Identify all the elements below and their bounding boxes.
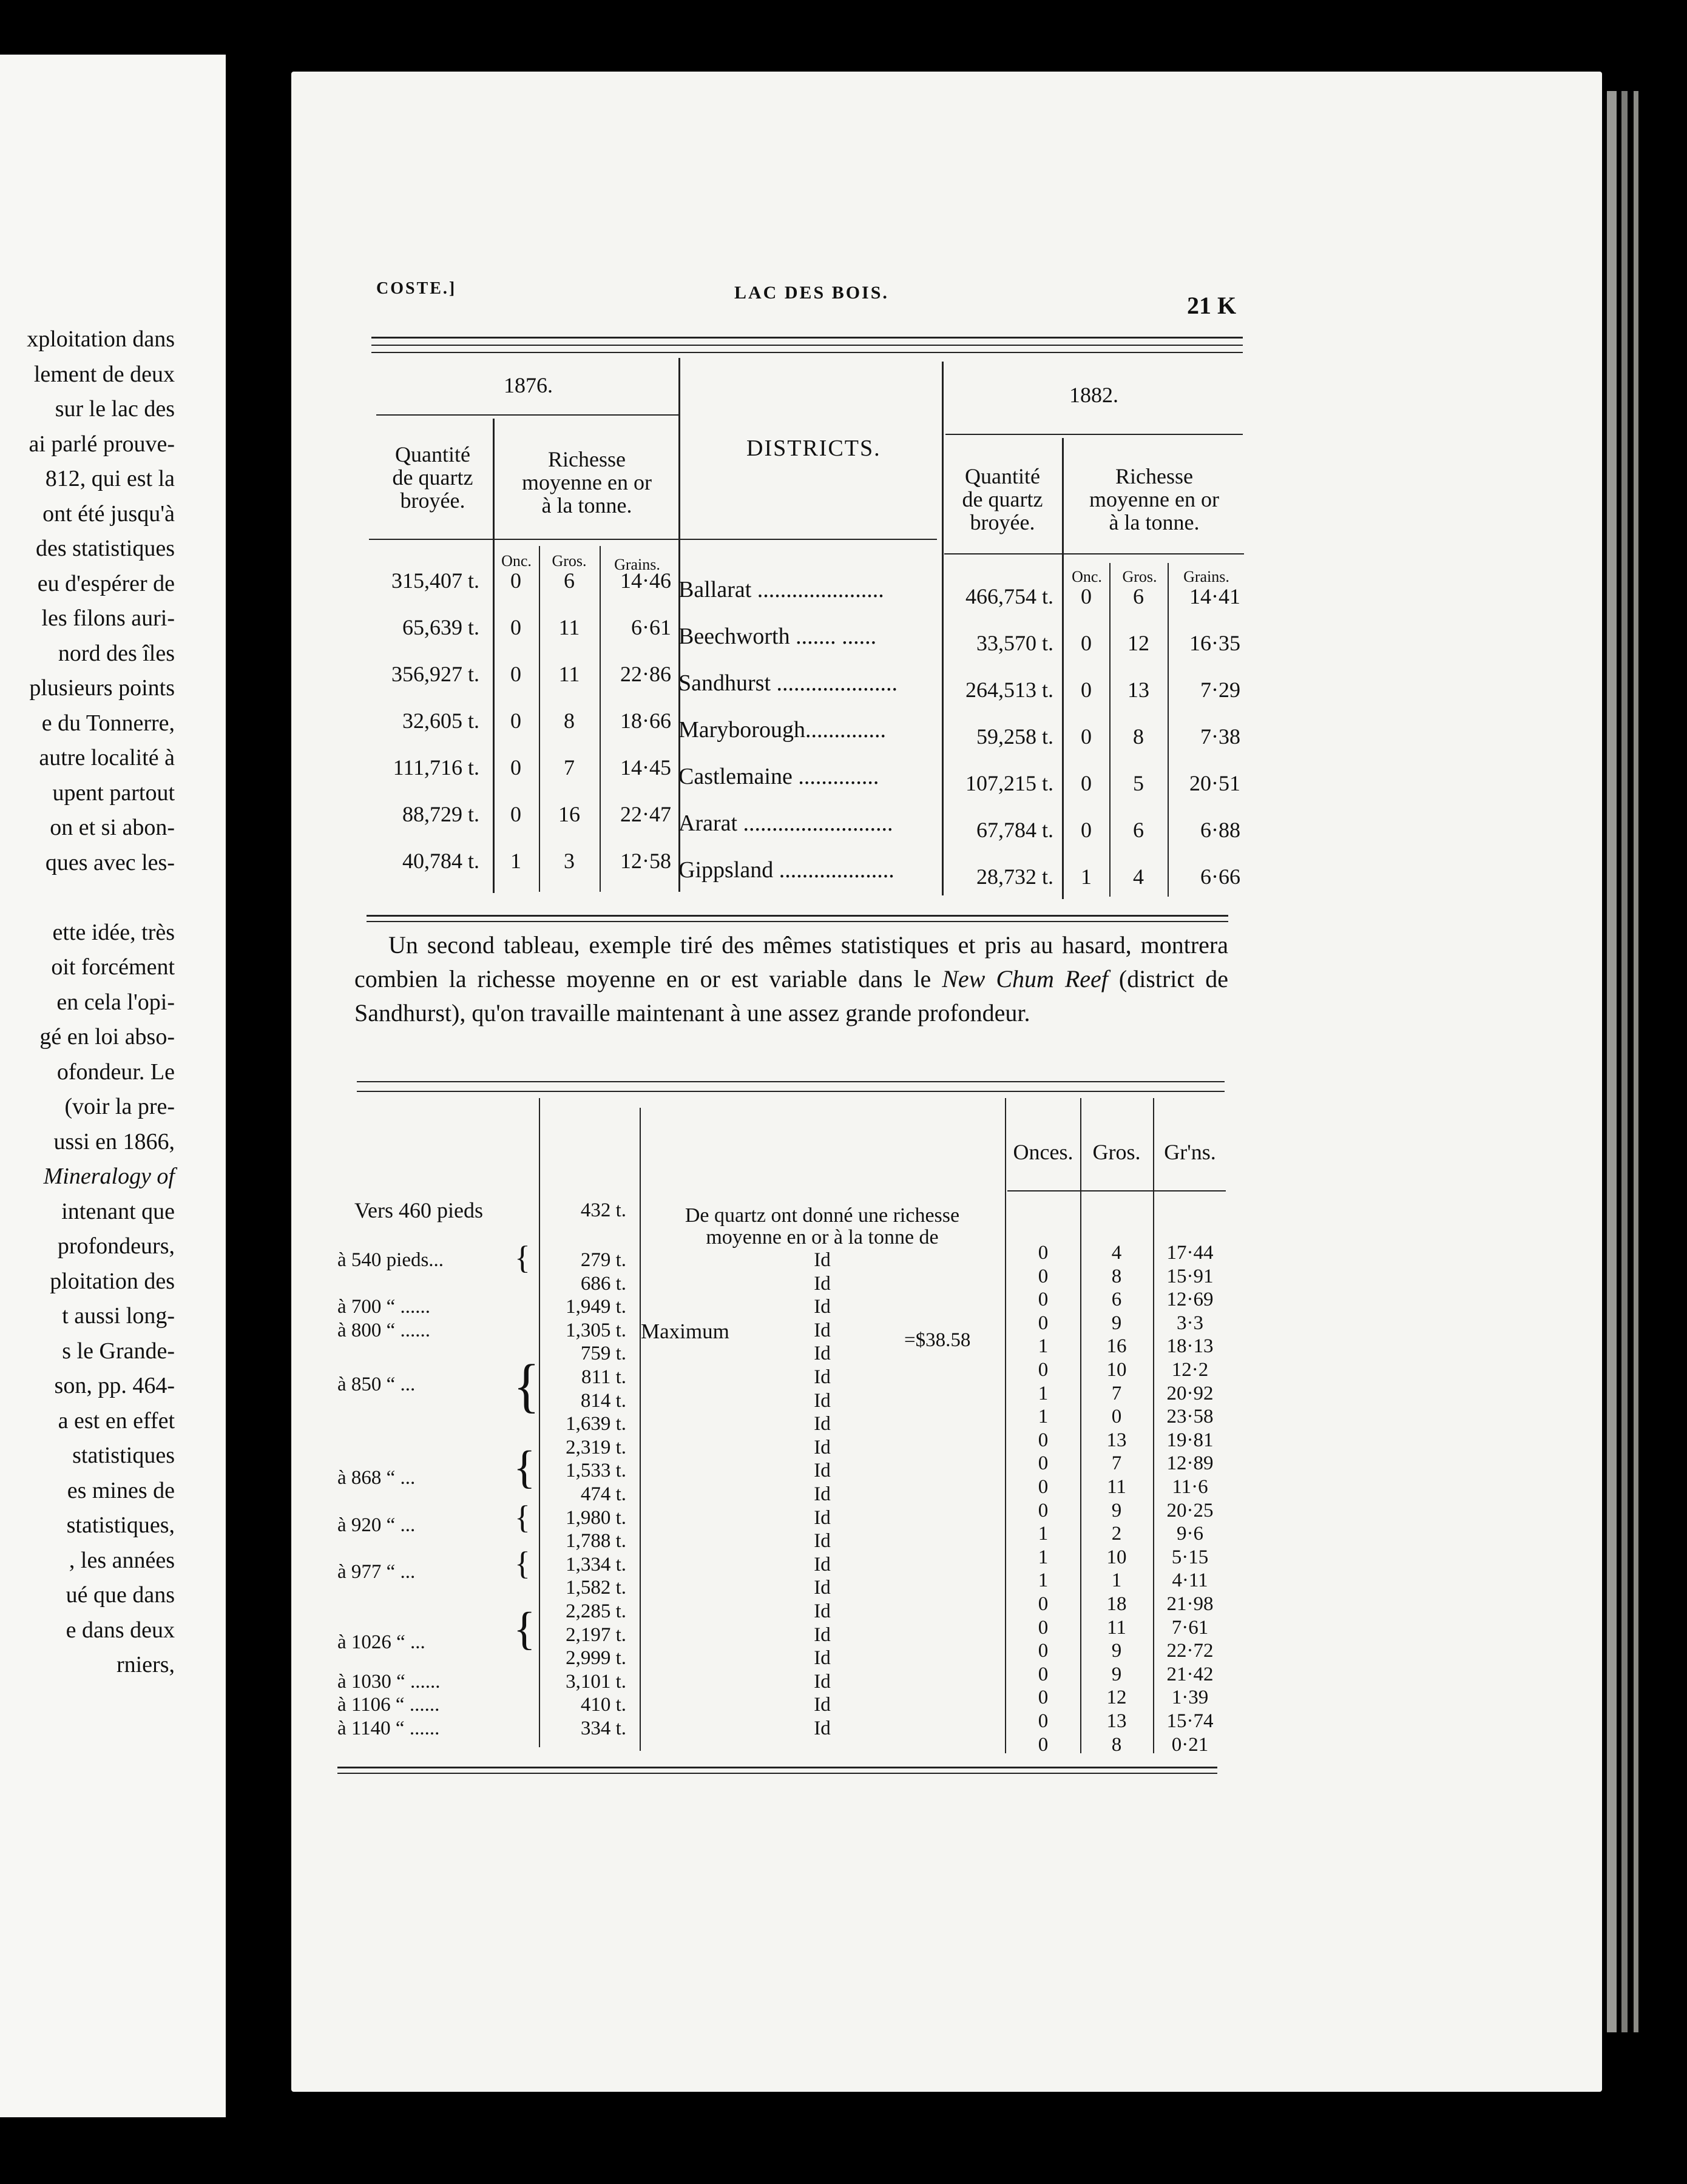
page-edge — [1634, 91, 1638, 2032]
header-line: Richesse — [1115, 464, 1193, 488]
table2-cell-o: 1 — [1038, 1406, 1049, 1428]
table1-cell-gr82: 6·66 — [1200, 864, 1240, 889]
table2-cell-gr: 9·6 — [1177, 1523, 1203, 1545]
table2-cell-o: 0 — [1038, 1640, 1049, 1662]
table2-cell-o: 0 — [1038, 1710, 1049, 1732]
left-page-line: e dans deux — [66, 1617, 175, 1643]
header-line: broyée. — [970, 510, 1035, 534]
table2-cell-gr: 12·69 — [1166, 1289, 1214, 1311]
depth-label: à 700 “ ...... — [337, 1296, 431, 1318]
table2-cell-t: 1,582 t. — [566, 1577, 626, 1599]
table1-top-rule — [371, 337, 1243, 339]
table2-cell-o: 0 — [1038, 1476, 1049, 1498]
table2-cell-t: 1,980 t. — [566, 1506, 626, 1529]
table1-cell-district: Gippsland .................... — [678, 857, 894, 883]
table2-top-rule — [357, 1081, 1225, 1082]
brace: { — [513, 1353, 540, 1419]
left-page-line: profondeurs, — [57, 1233, 175, 1259]
left-page-line: oit forcément — [51, 954, 175, 980]
table1-cell-q76: 111,716 t. — [393, 755, 479, 780]
table1-cell-district: Sandhurst ..................... — [678, 670, 898, 696]
table1-cell-o76: 0 — [510, 709, 521, 733]
table2-cell-g: 9 — [1111, 1499, 1122, 1522]
depth-label: à 1030 “ ...... — [337, 1670, 441, 1693]
table2-cell-g: 11 — [1107, 1476, 1126, 1498]
table1-cell-gr76: 22·86 — [620, 662, 671, 686]
left-page-line: rniers, — [116, 1652, 175, 1677]
description-line: De quartz ont donné une richesse — [685, 1204, 960, 1227]
table2-cell-d: Id — [814, 1389, 831, 1412]
table1-cell-g82: 8 — [1133, 724, 1144, 749]
table2-cell-d: Id — [814, 1296, 831, 1318]
table1-cell-gr82: 6·88 — [1200, 818, 1240, 842]
table2-cell-d: Id — [814, 1600, 831, 1622]
first-depth: Vers 460 pieds — [354, 1198, 483, 1222]
depth-label: à 800 “ ...... — [337, 1319, 431, 1341]
maximum-label: Maximum — [641, 1320, 729, 1343]
table2-cell-g: 11 — [1107, 1616, 1126, 1639]
left-page-line: a est en effet — [58, 1407, 175, 1434]
table2-cell-gr: 3·3 — [1177, 1312, 1203, 1334]
table2-cell-o: 0 — [1038, 1733, 1049, 1756]
table1-cell-district: Ararat .......................... — [678, 811, 893, 836]
table1-cell-g82: 12 — [1127, 631, 1149, 655]
table1-cell-district: Ballarat ...................... — [678, 577, 884, 602]
table1-cell-district: Beechworth ....... ...... — [678, 624, 877, 649]
table1-cell-district: Castlemaine .............. — [678, 764, 879, 789]
rule — [944, 553, 1244, 554]
header-line: Quantité — [965, 464, 1040, 488]
depth-label: à 1026 “ ... — [337, 1631, 425, 1653]
brace: { — [513, 1442, 536, 1493]
page-edge — [1621, 91, 1628, 2032]
table2-cell-t: 3,101 t. — [566, 1670, 626, 1693]
table2-cell-d: Id — [814, 1366, 831, 1388]
table2-cell-t: 1,533 t. — [566, 1460, 626, 1482]
header-line: de quartz — [392, 465, 473, 490]
table2-cell-d: Id — [814, 1249, 831, 1271]
depth-label: à 868 “ ... — [337, 1467, 416, 1489]
left-page-line: t aussi long- — [62, 1303, 175, 1329]
brace: { — [513, 1603, 536, 1654]
table1-cell-gr76: 18·66 — [620, 709, 671, 733]
left-page-line: ques avec les- — [45, 849, 175, 875]
table2-cell-o: 1 — [1038, 1569, 1049, 1592]
left-page-line: ofondeur. Le — [56, 1059, 175, 1085]
table2-cell-d: Id — [814, 1553, 831, 1576]
table2-cell-o: 0 — [1038, 1359, 1049, 1381]
left-page-line: ué que dans — [66, 1582, 175, 1608]
table2-cell-d: Id — [814, 1460, 831, 1482]
table1-cell-o82: 0 — [1081, 584, 1092, 608]
header-line: de quartz — [962, 487, 1043, 511]
table2-cell-g: 10 — [1106, 1359, 1127, 1381]
running-head-title: LAC DES BOIS. — [734, 283, 889, 303]
table2-cell-g: 13 — [1106, 1710, 1127, 1732]
depth-label: à 540 pieds... — [337, 1249, 444, 1271]
depth-label: à 1106 “ ...... — [337, 1694, 440, 1716]
header-line: Richesse — [548, 447, 626, 471]
table2-cell-gr: 23·58 — [1166, 1406, 1214, 1428]
table2-cell-gr: 12·2 — [1171, 1359, 1209, 1381]
table2-cell-gr: 5·15 — [1171, 1546, 1209, 1568]
table2-cell-o: 0 — [1038, 1499, 1049, 1522]
left-page-line: lement de deux — [33, 361, 175, 387]
table2-cell-d: Id — [814, 1694, 831, 1716]
left-page-line: son, pp. 464- — [54, 1373, 175, 1398]
left-page-line: des statistiques — [35, 536, 175, 561]
table2-cell-gr: 21·98 — [1166, 1593, 1214, 1615]
table2-cell-o: 0 — [1038, 1429, 1049, 1451]
depth-label: à 1140 “ ...... — [337, 1717, 440, 1739]
table1-cell-o76: 0 — [510, 615, 521, 639]
sub-gros-1876: Gros. — [552, 552, 587, 570]
table2-cell-g: 13 — [1106, 1429, 1127, 1451]
year-1876: 1876. — [504, 373, 553, 397]
left-page-line: ette idée, très — [52, 919, 175, 945]
table1-cell-q82: 107,215 t. — [965, 771, 1053, 795]
table2-cell-g: 2 — [1111, 1523, 1122, 1545]
table2-cell-g: 4 — [1111, 1242, 1122, 1264]
table2-cell-d: Id — [814, 1717, 831, 1739]
table2-cell-gr: 18·13 — [1166, 1335, 1214, 1358]
table2-cell-t: 2,319 t. — [566, 1436, 626, 1458]
table2-cell-gr: 0·21 — [1171, 1733, 1209, 1756]
table2-cell-d: Id — [814, 1506, 831, 1529]
table1-cell-gr82: 20·51 — [1189, 771, 1240, 795]
table2-cell-gr: 17·44 — [1166, 1242, 1214, 1264]
table2-cell-o: 0 — [1038, 1312, 1049, 1334]
header-line: moyenne en or — [522, 470, 652, 494]
table2-cell-o: 1 — [1038, 1546, 1049, 1568]
table1-cell-q76: 315,407 t. — [391, 568, 479, 593]
table2-cell-gr: 12·89 — [1166, 1452, 1214, 1475]
left-page-line: es mines de — [67, 1477, 175, 1503]
table2-cell-d: Id — [814, 1413, 831, 1435]
table1-cell-g76: 7 — [564, 755, 575, 780]
table1-cell-q76: 40,784 t. — [402, 849, 479, 873]
first-description — [643, 1205, 1001, 1249]
table1-cell-g82: 6 — [1133, 818, 1144, 842]
table2-cell-t: 2,197 t. — [566, 1623, 626, 1646]
table2-cell-o: 0 — [1038, 1289, 1049, 1311]
table1-cell-o76: 0 — [510, 662, 521, 686]
rule — [945, 434, 1243, 435]
table2-cell-g: 0 — [1111, 1406, 1122, 1428]
table1-bottom-rule — [367, 921, 1228, 922]
table2-cell-t: 410 t. — [580, 1694, 626, 1716]
left-page-line: autre localité à — [39, 745, 175, 770]
col-richesse-1882 — [1063, 465, 1245, 534]
table2-cell-d: Id — [814, 1577, 831, 1599]
left-page-line: eu d'espérer de — [37, 570, 175, 596]
brace: { — [515, 1545, 530, 1582]
left-page-line: (voir la pre- — [64, 1094, 175, 1119]
table2-cell-d: Id — [814, 1436, 831, 1458]
year-1882: 1882. — [1069, 383, 1118, 407]
depth-label: à 850 “ ... — [337, 1373, 416, 1395]
header-line: moyenne en or — [1089, 487, 1219, 511]
left-page-line: ont été jusqu'à — [42, 500, 175, 527]
table1-cell-o76: 0 — [510, 568, 521, 593]
table1-cell-district: Maryborough.............. — [678, 717, 886, 743]
table2-cell-g: 7 — [1111, 1452, 1122, 1475]
left-page-line: gé en loi abso- — [39, 1024, 175, 1050]
left-page-line: sur le lac des — [55, 396, 175, 422]
header-line: broyée. — [400, 488, 465, 513]
table1-cell-q76: 356,927 t. — [391, 662, 479, 686]
sub-onc-1882: Onc. — [1072, 568, 1102, 585]
page-gutter — [226, 0, 294, 2184]
table1-cell-o76: 0 — [510, 755, 521, 780]
table2-cell-o: 0 — [1038, 1663, 1049, 1685]
col-rule — [1005, 1098, 1006, 1753]
table2-cell-o: 0 — [1038, 1242, 1049, 1264]
table1-cell-o82: 0 — [1081, 771, 1092, 795]
maximum-value: =$38.58 — [904, 1329, 971, 1351]
col-districts: DISTRICTS. — [746, 436, 881, 461]
table2-cell-d: Id — [814, 1623, 831, 1646]
table2-cell-t: 2,999 t. — [566, 1647, 626, 1670]
body-paragraph — [354, 928, 1228, 1030]
table1-cell-gr76: 12·58 — [620, 849, 671, 873]
table1-cell-gr76: 22·47 — [620, 802, 671, 826]
table2-cell-d: Id — [814, 1670, 831, 1693]
table1-cell-g76: 6 — [564, 568, 575, 593]
table2-cell-t: 1,949 t. — [566, 1296, 626, 1318]
header-grns: Gr'ns. — [1164, 1140, 1216, 1164]
table2-cell-gr: 7·61 — [1171, 1616, 1209, 1639]
col-richesse-1876 — [493, 448, 681, 517]
table2-cell-g: 12 — [1106, 1687, 1127, 1709]
table1-cell-gr76: 14·46 — [620, 568, 671, 593]
table2-cell-t: 759 t. — [580, 1343, 626, 1365]
table2-cell-o: 1 — [1038, 1382, 1049, 1404]
table1-cell-g82: 6 — [1133, 584, 1144, 608]
left-page-line: ai parlé prouve- — [29, 431, 175, 457]
brace: { — [515, 1239, 530, 1276]
header-line: à la tonne. — [541, 493, 632, 517]
page-edge — [1607, 91, 1617, 2032]
left-page-line: , les années — [69, 1547, 175, 1573]
rule — [1007, 1190, 1226, 1191]
table2-cell-t: 1,305 t. — [566, 1319, 626, 1341]
description-line: moyenne en or à la tonne de — [706, 1226, 939, 1249]
table2-cell-t: 432 t. — [580, 1199, 626, 1221]
table2-bottom-rule — [337, 1767, 1217, 1768]
table1-cell-q76: 65,639 t. — [402, 615, 479, 639]
table1-cell-gr82: 7·29 — [1200, 678, 1240, 702]
table1-cell-q82: 67,784 t. — [976, 818, 1053, 842]
table1-cell-g76: 11 — [558, 662, 580, 686]
paragraph-text: Un second tableau, exemple tiré des mêmes statistiques et pris au hasard, montrera combien la richesse moyenne en or est variable dans le — [354, 931, 1228, 993]
depth-label: à 977 “ ... — [337, 1560, 416, 1583]
table1-cell-q76: 32,605 t. — [402, 709, 479, 733]
table2-cell-gr: 20·92 — [1166, 1382, 1214, 1404]
header-gros: Gros. — [1092, 1140, 1141, 1164]
table1-cell-q82: 33,570 t. — [976, 631, 1053, 655]
header-onces: Onces. — [1013, 1140, 1073, 1164]
left-page-line: statistiques, — [66, 1512, 175, 1538]
table1-bottom-rule — [367, 915, 1228, 917]
table1-cell-o82: 0 — [1081, 631, 1092, 655]
table1-cell-gr76: 14·45 — [620, 755, 671, 780]
left-page-line: ussi en 1866, — [53, 1128, 175, 1154]
rule — [369, 539, 937, 540]
table1-cell-g76: 8 — [564, 709, 575, 733]
table1-cell-g76: 11 — [558, 615, 580, 639]
left-page-line: upent partout — [52, 780, 175, 806]
left-page-line: xploitation dans — [27, 326, 175, 352]
left-page-line: e du Tonnerre, — [41, 710, 175, 736]
table1-cell-gr82: 14·41 — [1189, 584, 1240, 608]
table1-cell-o82: 0 — [1081, 818, 1092, 842]
left-page-line: intenant que — [61, 1198, 175, 1224]
table2-cell-g: 7 — [1111, 1382, 1122, 1404]
brace: { — [515, 1499, 530, 1535]
table2-cell-gr: 11·6 — [1172, 1476, 1208, 1498]
table2-cell-g: 8 — [1111, 1265, 1122, 1287]
table2-cell-gr: 1·39 — [1171, 1687, 1209, 1709]
table2-cell-g: 6 — [1111, 1289, 1122, 1311]
table2-cell-d: Id — [814, 1530, 831, 1552]
sub-grains-1882: Grains. — [1183, 568, 1229, 585]
table1-cell-o76: 0 — [510, 802, 521, 826]
table2-cell-g: 16 — [1106, 1335, 1127, 1358]
table2-cell-d: Id — [814, 1483, 831, 1505]
table1-cell-g82: 4 — [1133, 864, 1144, 889]
table1-cell-o82: 0 — [1081, 678, 1092, 702]
table2-cell-t: 1,639 t. — [566, 1413, 626, 1435]
table1-cell-q82: 28,732 t. — [976, 864, 1053, 889]
table2-cell-d: Id — [814, 1319, 831, 1341]
table2-bottom-rule — [337, 1773, 1217, 1774]
rule — [376, 414, 680, 416]
table2-cell-gr: 15·91 — [1166, 1265, 1214, 1287]
table2-cell-g: 9 — [1111, 1640, 1122, 1662]
depth-label: à 920 “ ... — [337, 1514, 416, 1536]
table2-cell-t: 811 t. — [581, 1366, 626, 1388]
left-page-line: s le Grande- — [62, 1338, 175, 1364]
table2-cell-gr: 20·25 — [1166, 1499, 1214, 1522]
running-head-author: COSTE.] — [376, 279, 457, 298]
table1-cell-gr82: 7·38 — [1200, 724, 1240, 749]
table1-cell-g76: 16 — [558, 802, 580, 826]
table2-cell-t: 279 t. — [580, 1249, 626, 1271]
table2-cell-d: Id — [814, 1272, 831, 1295]
table2-cell-t: 686 t. — [580, 1272, 626, 1295]
table1-cell-q82: 466,754 t. — [965, 584, 1053, 608]
sub-onc-1876: Onc. — [501, 552, 532, 570]
table2-cell-o: 0 — [1038, 1687, 1049, 1709]
col-rule — [640, 1108, 641, 1751]
table2-cell-gr: 22·72 — [1166, 1640, 1214, 1662]
table2-cell-t: 1,334 t. — [566, 1553, 626, 1576]
table1-cell-o76: 1 — [510, 849, 521, 873]
left-facing-page — [0, 55, 226, 2117]
left-page-line: ploitation des — [50, 1268, 175, 1294]
table2-cell-g: 18 — [1106, 1593, 1127, 1615]
table1-cell-o82: 0 — [1081, 724, 1092, 749]
table2-cell-t: 2,285 t. — [566, 1600, 626, 1622]
table2-cell-g: 8 — [1111, 1733, 1122, 1756]
left-page-line: on et si abon- — [50, 815, 175, 840]
table1-cell-g82: 5 — [1133, 771, 1144, 795]
table1-cell-q76: 88,729 t. — [402, 802, 479, 826]
left-page-line: Mineralogy of — [43, 1164, 175, 1189]
table1-cell-g82: 13 — [1127, 678, 1149, 702]
table2-cell-g: 9 — [1111, 1312, 1122, 1334]
sub-gros-1882: Gros. — [1122, 568, 1157, 585]
table1-top-rule — [371, 345, 1243, 346]
left-page-line: nord des îles — [58, 640, 175, 666]
table2-cell-g: 10 — [1106, 1546, 1127, 1568]
paragraph-italic: New Chum Reef — [942, 965, 1108, 993]
left-page-line: plusieurs points — [29, 675, 175, 701]
table2-cell-gr: 21·42 — [1166, 1663, 1214, 1685]
table2-cell-o: 0 — [1038, 1265, 1049, 1287]
header-line: Quantité — [395, 442, 470, 467]
sub-grains-1876: Grains. — [614, 556, 660, 573]
table1-cell-gr76: 6·61 — [631, 615, 671, 639]
table1-cell-q82: 59,258 t. — [976, 724, 1053, 749]
left-page-line: les filons auri- — [41, 605, 175, 631]
table2-cell-t: 334 t. — [580, 1717, 626, 1739]
table2-top-rule — [357, 1091, 1225, 1092]
table1-cell-gr82: 16·35 — [1189, 631, 1240, 655]
header-line: à la tonne. — [1109, 510, 1200, 534]
table2-cell-gr: 4·11 — [1172, 1569, 1208, 1592]
table2-cell-o: 1 — [1038, 1523, 1049, 1545]
table2-cell-gr: 19·81 — [1166, 1429, 1214, 1451]
table1-cell-q82: 264,513 t. — [965, 678, 1053, 702]
table2-cell-g: 9 — [1111, 1663, 1122, 1685]
table2-cell-g: 1 — [1111, 1569, 1122, 1592]
col-rule — [942, 362, 944, 895]
left-page-line: en cela l'opi- — [56, 989, 175, 1015]
table2-cell-d: Id — [814, 1647, 831, 1670]
table2-cell-o: 0 — [1038, 1616, 1049, 1639]
paragraph-text: (district de Sandhurst), qu'on travaille maintenant à une assez grande profondeur. — [354, 965, 1229, 1026]
table2-cell-o: 0 — [1038, 1452, 1049, 1475]
table2-cell-gr: 15·74 — [1166, 1710, 1214, 1732]
table2-cell-o: 1 — [1038, 1335, 1049, 1358]
col-quantite-1882 — [944, 465, 1061, 534]
left-page-line: 812, qui est la — [45, 466, 175, 491]
col-quantite-1876 — [370, 443, 495, 512]
table2-cell-t: 814 t. — [580, 1389, 626, 1412]
table2-cell-d: Id — [814, 1343, 831, 1365]
page-number: 21 K — [1187, 292, 1237, 319]
table1-cell-g76: 3 — [564, 849, 575, 873]
table1-top-rule — [371, 352, 1243, 353]
table2-cell-t: 1,788 t. — [566, 1530, 626, 1552]
table2-cell-t: 474 t. — [580, 1483, 626, 1505]
table2-cell-o: 0 — [1038, 1593, 1049, 1615]
left-page-line: statistiques — [72, 1443, 175, 1468]
table1-cell-o82: 1 — [1081, 864, 1092, 889]
